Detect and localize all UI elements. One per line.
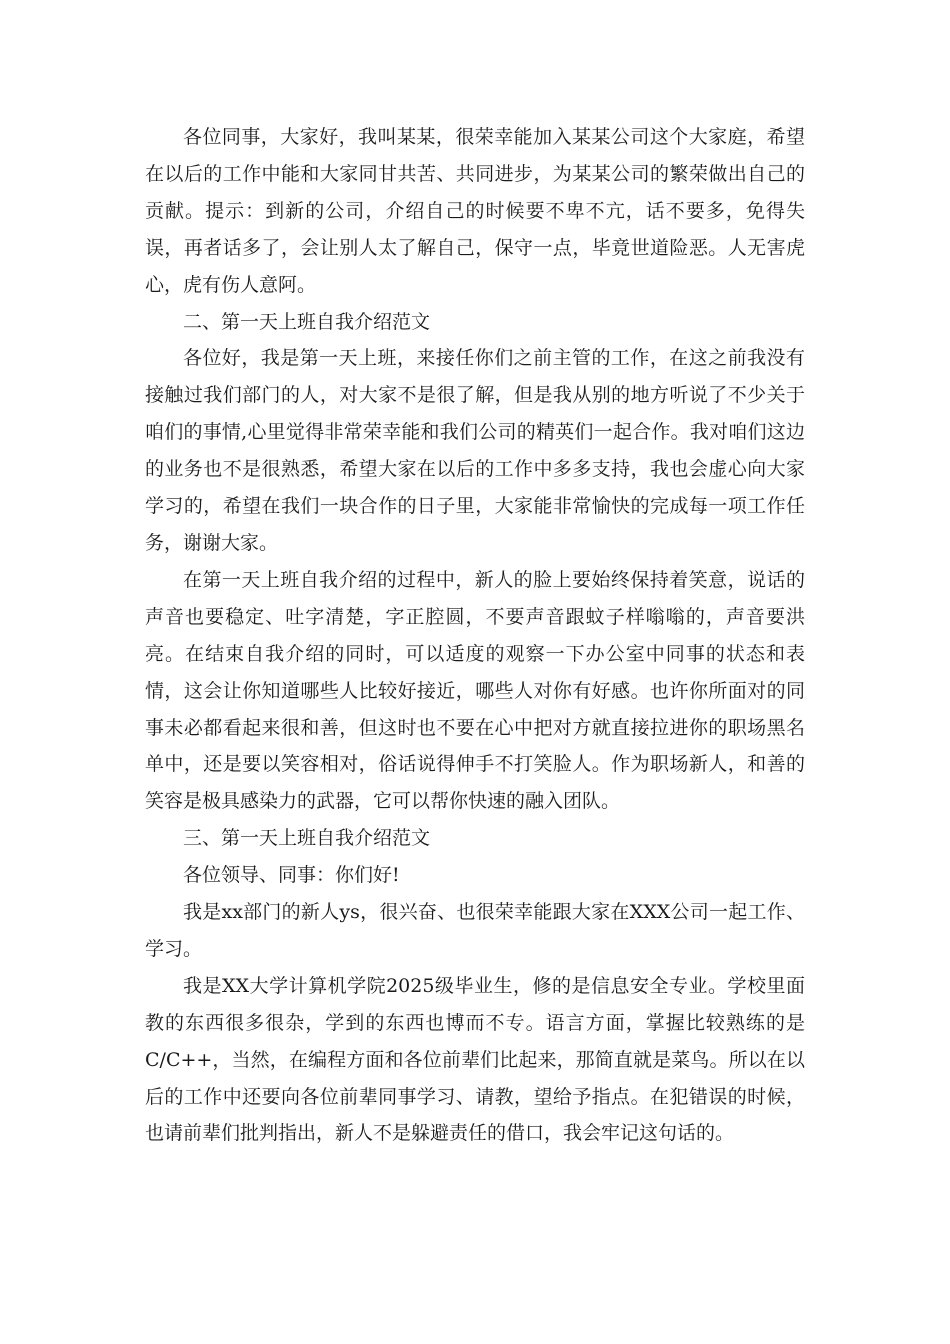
- paragraph-sample-2: 各位好，我是第一天上班，来接任你们之前主管的工作，在这之前我没有接触过我们部门的人，对大家不是很了解，但是我从别的地方听说了不少关于咱们的事情,心里觉得非常荣幸能和我们公司的精英们一起合作。我对咱们这边的业务也不是很熟悉，希望大家在以后的工作中多多支持，我也会虚心向大家学习的，希望在我们一块合作的日子里，大家能非常愉快的完成每一项工作任务，谢谢大家。: [145, 347, 805, 554]
- section-heading-2: 二、第一天上班自我介绍范文: [183, 310, 431, 333]
- paragraph-introduction: 我是xx部门的新人ys，很兴奋、也很荣幸能跟大家在XXX公司一起工作、学习。: [145, 901, 805, 960]
- paragraph-background: 我是XX大学计算机学院2025级毕业生，修的是信息安全专业。学校里面教的东西很多很杂，学到的东西也博而不专。语言方面，掌握比较熟练的是C/C++，当然，在编程方面和各位前辈们比起来，那简直就是菜鸟。所以在以后的工作中还要向各位前辈同事学习、请教，望给予指点。在犯错误的时候，也请前辈们批判指出，新人不是躲避责任的借口，我会牢记这句话的。: [145, 974, 805, 1145]
- paragraph-tips: 在第一天上班自我介绍的过程中，新人的脸上要始终保持着笑意，说话的声音也要稳定、吐字清楚，字正腔圆，不要声音跟蚊子样嗡嗡的，声音要洪亮。在结束自我介绍的同时，可以适度的观察一下办公室中同事的状态和表情，这会让你知道哪些人比较好接近，哪些人对你有好感。也许你所面对的同事未必都看起来很和善，但这时也不要在心中把对方就直接拉进你的职场黑名单中，还是要以笑容相对，俗话说得伸手不打笑脸人。作为职场新人，和善的笑容是极具感染力的武器，它可以帮你快速的融入团队。: [145, 568, 805, 813]
- paragraph-intro: 各位同事，大家好，我叫某某，很荣幸能加入某某公司这个大家庭，希望在以后的工作中能和大家同甘共苦、共同进步，为某某公司的繁荣做出自己的贡献。提示：到新的公司，介绍自己的时候要不卑不亢，话不要多，免得失误，再者话多了，会让别人太了解自己，保守一点，毕竟世道险恶。人无害虎心，虎有伤人意阿。: [145, 126, 805, 296]
- section-heading-3: 三、第一天上班自我介绍范文: [183, 827, 431, 850]
- paragraph-greeting: 各位领导、同事：你们好!: [183, 864, 400, 887]
- document-body: [145, 119, 805, 1152]
